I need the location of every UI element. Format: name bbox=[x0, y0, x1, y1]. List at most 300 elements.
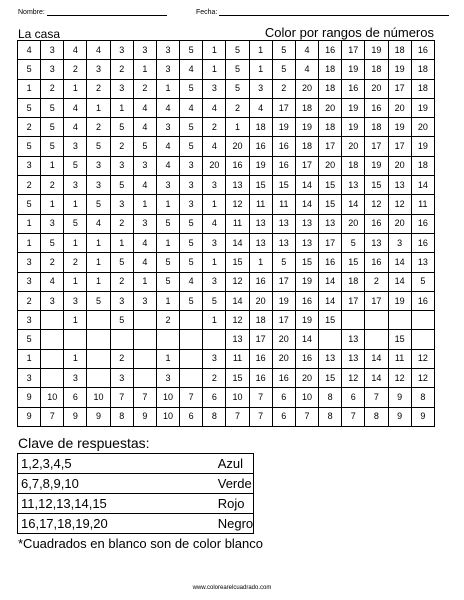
grid-cell[interactable] bbox=[41, 311, 64, 330]
grid-cell[interactable]: 5 bbox=[180, 79, 203, 98]
grid-cell[interactable]: 5 bbox=[180, 41, 203, 60]
grid-cell[interactable]: 10 bbox=[87, 388, 110, 407]
grid-cell[interactable]: 15 bbox=[226, 369, 249, 388]
grid-cell[interactable]: 4 bbox=[64, 41, 87, 60]
grid-cell[interactable]: 13 bbox=[388, 176, 411, 195]
grid-cell[interactable]: 20 bbox=[388, 156, 411, 175]
grid-cell[interactable]: 2 bbox=[203, 118, 226, 137]
grid-cell[interactable]: 17 bbox=[388, 137, 411, 156]
grid-cell[interactable] bbox=[87, 330, 110, 349]
grid-cell[interactable] bbox=[365, 311, 388, 330]
grid-cell[interactable]: 3 bbox=[87, 176, 110, 195]
grid-cell[interactable]: 18 bbox=[342, 156, 365, 175]
grid-cell[interactable] bbox=[87, 349, 110, 368]
grid-cell[interactable]: 5 bbox=[226, 60, 249, 79]
grid-cell[interactable]: 2 bbox=[41, 176, 64, 195]
grid-cell[interactable]: 1 bbox=[18, 79, 41, 98]
grid-cell[interactable]: 5 bbox=[18, 330, 41, 349]
grid-cell[interactable]: 5 bbox=[110, 176, 133, 195]
grid-cell[interactable]: 5 bbox=[87, 291, 110, 310]
grid-cell[interactable]: 2 bbox=[64, 253, 87, 272]
grid-cell[interactable]: 5 bbox=[110, 253, 133, 272]
grid-cell[interactable]: 5 bbox=[411, 272, 434, 291]
grid-cell[interactable]: 20 bbox=[295, 79, 318, 98]
grid-cell[interactable]: 3 bbox=[110, 195, 133, 214]
grid-cell[interactable]: 7 bbox=[133, 388, 156, 407]
grid-cell[interactable]: 5 bbox=[156, 253, 179, 272]
grid-cell[interactable]: 2 bbox=[156, 311, 179, 330]
grid-cell[interactable]: 5 bbox=[180, 233, 203, 252]
grid-cell[interactable]: 16 bbox=[319, 253, 342, 272]
grid-cell[interactable]: 12 bbox=[411, 349, 434, 368]
grid-cell[interactable]: 14 bbox=[388, 253, 411, 272]
grid-cell[interactable]: 9 bbox=[87, 407, 110, 426]
grid-cell[interactable]: 18 bbox=[319, 118, 342, 137]
grid-cell[interactable]: 3 bbox=[133, 41, 156, 60]
grid-cell[interactable]: 4 bbox=[41, 272, 64, 291]
grid-cell[interactable]: 19 bbox=[365, 156, 388, 175]
grid-cell[interactable]: 2 bbox=[203, 369, 226, 388]
grid-cell[interactable]: 19 bbox=[342, 118, 365, 137]
grid-cell[interactable]: 19 bbox=[411, 137, 434, 156]
grid-cell[interactable]: 5 bbox=[18, 195, 41, 214]
grid-cell[interactable]: 5 bbox=[272, 253, 295, 272]
grid-cell[interactable]: 4 bbox=[87, 41, 110, 60]
grid-cell[interactable]: 15 bbox=[249, 176, 272, 195]
grid-cell[interactable] bbox=[411, 330, 434, 349]
grid-cell[interactable]: 17 bbox=[272, 311, 295, 330]
grid-cell[interactable]: 1 bbox=[87, 253, 110, 272]
grid-cell[interactable]: 1 bbox=[249, 60, 272, 79]
grid-cell[interactable]: 1 bbox=[203, 41, 226, 60]
grid-cell[interactable]: 5 bbox=[41, 118, 64, 137]
grid-cell[interactable]: 1 bbox=[64, 233, 87, 252]
grid-cell[interactable]: 2 bbox=[133, 79, 156, 98]
grid-cell[interactable]: 18 bbox=[319, 79, 342, 98]
grid-cell[interactable]: 5 bbox=[133, 137, 156, 156]
grid-cell[interactable]: 19 bbox=[388, 291, 411, 310]
grid-cell[interactable]: 13 bbox=[365, 233, 388, 252]
grid-cell[interactable]: 3 bbox=[180, 195, 203, 214]
grid-cell[interactable]: 8 bbox=[110, 407, 133, 426]
grid-cell[interactable]: 1 bbox=[64, 195, 87, 214]
grid-cell[interactable]: 5 bbox=[226, 41, 249, 60]
grid-cell[interactable]: 7 bbox=[249, 388, 272, 407]
grid-cell[interactable]: 16 bbox=[272, 369, 295, 388]
grid-cell[interactable]: 15 bbox=[319, 369, 342, 388]
grid-cell[interactable]: 17 bbox=[319, 137, 342, 156]
grid-cell[interactable]: 8 bbox=[319, 407, 342, 426]
grid-cell[interactable]: 3 bbox=[133, 214, 156, 233]
grid-cell[interactable]: 10 bbox=[156, 388, 179, 407]
grid-cell[interactable]: 19 bbox=[388, 118, 411, 137]
grid-cell[interactable]: 4 bbox=[133, 118, 156, 137]
grid-cell[interactable]: 20 bbox=[411, 118, 434, 137]
grid-cell[interactable] bbox=[133, 349, 156, 368]
grid-cell[interactable]: 1 bbox=[249, 41, 272, 60]
grid-cell[interactable]: 19 bbox=[249, 156, 272, 175]
grid-cell[interactable]: 19 bbox=[295, 118, 318, 137]
grid-cell[interactable] bbox=[133, 369, 156, 388]
grid-cell[interactable]: 5 bbox=[180, 214, 203, 233]
grid-cell[interactable]: 2 bbox=[110, 272, 133, 291]
grid-cell[interactable]: 7 bbox=[295, 407, 318, 426]
grid-cell[interactable]: 10 bbox=[226, 388, 249, 407]
grid-cell[interactable]: 1 bbox=[249, 253, 272, 272]
grid-cell[interactable]: 3 bbox=[64, 291, 87, 310]
grid-cell[interactable]: 1 bbox=[203, 311, 226, 330]
grid-cell[interactable]: 15 bbox=[365, 176, 388, 195]
grid-cell[interactable]: 3 bbox=[110, 156, 133, 175]
grid-cell[interactable]: 19 bbox=[272, 291, 295, 310]
grid-cell[interactable]: 4 bbox=[156, 137, 179, 156]
grid-cell[interactable]: 1 bbox=[18, 349, 41, 368]
grid-cell[interactable]: 3 bbox=[203, 349, 226, 368]
grid-cell[interactable]: 18 bbox=[411, 60, 434, 79]
grid-cell[interactable] bbox=[388, 311, 411, 330]
grid-cell[interactable]: 19 bbox=[342, 60, 365, 79]
grid-cell[interactable]: 2 bbox=[365, 272, 388, 291]
grid-cell[interactable]: 20 bbox=[319, 156, 342, 175]
grid-cell[interactable]: 3 bbox=[156, 369, 179, 388]
grid-cell[interactable]: 13 bbox=[226, 176, 249, 195]
grid-cell[interactable]: 16 bbox=[226, 156, 249, 175]
grid-cell[interactable]: 4 bbox=[64, 118, 87, 137]
grid-cell[interactable]: 20 bbox=[388, 214, 411, 233]
grid-cell[interactable]: 4 bbox=[133, 98, 156, 117]
grid-cell[interactable]: 14 bbox=[295, 176, 318, 195]
grid-cell[interactable]: 16 bbox=[272, 156, 295, 175]
grid-cell[interactable]: 16 bbox=[365, 253, 388, 272]
grid-cell[interactable]: 15 bbox=[226, 253, 249, 272]
grid-cell[interactable]: 12 bbox=[388, 369, 411, 388]
grid-cell[interactable]: 16 bbox=[249, 369, 272, 388]
grid-cell[interactable]: 17 bbox=[365, 291, 388, 310]
grid-cell[interactable]: 11 bbox=[272, 195, 295, 214]
grid-cell[interactable]: 20 bbox=[272, 349, 295, 368]
grid-cell[interactable]: 3 bbox=[156, 118, 179, 137]
grid-cell[interactable]: 11 bbox=[226, 349, 249, 368]
grid-cell[interactable]: 9 bbox=[18, 407, 41, 426]
grid-cell[interactable]: 8 bbox=[411, 388, 434, 407]
grid-cell[interactable]: 11 bbox=[249, 195, 272, 214]
grid-cell[interactable]: 17 bbox=[388, 79, 411, 98]
grid-cell[interactable]: 4 bbox=[133, 253, 156, 272]
grid-cell[interactable]: 3 bbox=[110, 79, 133, 98]
grid-cell[interactable]: 4 bbox=[18, 41, 41, 60]
grid-cell[interactable]: 1 bbox=[156, 195, 179, 214]
grid-cell[interactable]: 11 bbox=[226, 214, 249, 233]
grid-cell[interactable]: 3 bbox=[133, 156, 156, 175]
grid-cell[interactable]: 4 bbox=[180, 60, 203, 79]
grid-cell[interactable]: 2 bbox=[18, 118, 41, 137]
grid-cell[interactable]: 6 bbox=[203, 388, 226, 407]
grid-cell[interactable]: 13 bbox=[342, 349, 365, 368]
grid-cell[interactable]: 3 bbox=[18, 369, 41, 388]
grid-cell[interactable]: 16 bbox=[342, 79, 365, 98]
grid-cell[interactable]: 1 bbox=[133, 272, 156, 291]
grid-cell[interactable]: 4 bbox=[295, 41, 318, 60]
grid-cell[interactable]: 5 bbox=[226, 79, 249, 98]
grid-cell[interactable]: 1 bbox=[41, 195, 64, 214]
grid-cell[interactable] bbox=[342, 311, 365, 330]
grid-cell[interactable] bbox=[156, 330, 179, 349]
grid-cell[interactable] bbox=[87, 311, 110, 330]
grid-cell[interactable] bbox=[180, 311, 203, 330]
grid-cell[interactable] bbox=[133, 330, 156, 349]
grid-cell[interactable]: 4 bbox=[203, 214, 226, 233]
date-line[interactable] bbox=[219, 7, 449, 16]
grid-cell[interactable]: 7 bbox=[41, 407, 64, 426]
grid-cell[interactable]: 1 bbox=[87, 98, 110, 117]
grid-cell[interactable]: 20 bbox=[342, 214, 365, 233]
grid-cell[interactable] bbox=[319, 330, 342, 349]
grid-cell[interactable]: 3 bbox=[203, 233, 226, 252]
date-field[interactable] bbox=[196, 7, 449, 16]
grid-cell[interactable]: 1 bbox=[41, 156, 64, 175]
grid-cell[interactable]: 13 bbox=[249, 233, 272, 252]
grid-cell[interactable]: 18 bbox=[365, 118, 388, 137]
grid-cell[interactable]: 4 bbox=[156, 98, 179, 117]
grid-cell[interactable]: 10 bbox=[295, 388, 318, 407]
grid-cell[interactable]: 9 bbox=[388, 407, 411, 426]
grid-cell[interactable]: 17 bbox=[272, 272, 295, 291]
grid-cell[interactable]: 3 bbox=[110, 41, 133, 60]
grid-cell[interactable]: 1 bbox=[133, 60, 156, 79]
grid-cell[interactable]: 16 bbox=[272, 137, 295, 156]
grid-cell[interactable]: 7 bbox=[110, 388, 133, 407]
grid-cell[interactable]: 16 bbox=[295, 349, 318, 368]
grid-cell[interactable]: 1 bbox=[87, 272, 110, 291]
grid-cell[interactable]: 1 bbox=[110, 233, 133, 252]
grid-cell[interactable]: 3 bbox=[41, 291, 64, 310]
grid-cell[interactable]: 3 bbox=[18, 253, 41, 272]
grid-cell[interactable]: 3 bbox=[87, 60, 110, 79]
grid-cell[interactable]: 7 bbox=[342, 407, 365, 426]
grid-cell[interactable]: 14 bbox=[365, 369, 388, 388]
grid-cell[interactable]: 3 bbox=[64, 176, 87, 195]
grid-cell[interactable]: 13 bbox=[319, 349, 342, 368]
grid-cell[interactable]: 12 bbox=[226, 311, 249, 330]
grid-cell[interactable]: 4 bbox=[180, 98, 203, 117]
grid-cell[interactable]: 4 bbox=[203, 137, 226, 156]
grid-cell[interactable]: 16 bbox=[365, 98, 388, 117]
grid-cell[interactable]: 3 bbox=[87, 156, 110, 175]
grid-cell[interactable]: 5 bbox=[156, 214, 179, 233]
grid-cell[interactable]: 5 bbox=[41, 233, 64, 252]
grid-cell[interactable]: 3 bbox=[203, 79, 226, 98]
grid-cell[interactable] bbox=[180, 330, 203, 349]
grid-cell[interactable]: 7 bbox=[249, 407, 272, 426]
grid-cell[interactable]: 20 bbox=[226, 137, 249, 156]
grid-cell[interactable]: 6 bbox=[272, 388, 295, 407]
grid-cell[interactable]: 14 bbox=[365, 349, 388, 368]
grid-cell[interactable]: 2 bbox=[110, 349, 133, 368]
grid-cell[interactable]: 5 bbox=[41, 137, 64, 156]
grid-cell[interactable]: 8 bbox=[319, 388, 342, 407]
grid-cell[interactable]: 4 bbox=[133, 176, 156, 195]
grid-cell[interactable]: 4 bbox=[87, 214, 110, 233]
grid-cell[interactable]: 5 bbox=[64, 214, 87, 233]
grid-cell[interactable]: 1 bbox=[203, 253, 226, 272]
grid-cell[interactable]: 12 bbox=[388, 195, 411, 214]
grid-cell[interactable]: 3 bbox=[41, 60, 64, 79]
grid-cell[interactable]: 5 bbox=[41, 98, 64, 117]
grid-cell[interactable]: 1 bbox=[156, 349, 179, 368]
grid-cell[interactable]: 5 bbox=[203, 291, 226, 310]
grid-cell[interactable]: 16 bbox=[249, 137, 272, 156]
grid-cell[interactable]: 1 bbox=[64, 349, 87, 368]
grid-cell[interactable]: 3 bbox=[203, 176, 226, 195]
grid-cell[interactable]: 2 bbox=[18, 176, 41, 195]
grid-cell[interactable]: 15 bbox=[319, 311, 342, 330]
grid-cell[interactable]: 3 bbox=[180, 156, 203, 175]
name-field[interactable] bbox=[18, 7, 167, 16]
grid-cell[interactable]: 1 bbox=[18, 214, 41, 233]
grid-cell[interactable]: 14 bbox=[226, 291, 249, 310]
grid-cell[interactable]: 3 bbox=[18, 156, 41, 175]
grid-cell[interactable]: 5 bbox=[180, 253, 203, 272]
grid-cell[interactable]: 14 bbox=[295, 330, 318, 349]
grid-cell[interactable]: 1 bbox=[64, 311, 87, 330]
grid-cell[interactable]: 14 bbox=[342, 195, 365, 214]
grid-cell[interactable]: 1 bbox=[87, 233, 110, 252]
grid-cell[interactable]: 3 bbox=[156, 60, 179, 79]
grid-cell[interactable]: 19 bbox=[388, 60, 411, 79]
grid-cell[interactable]: 5 bbox=[272, 41, 295, 60]
grid-cell[interactable]: 13 bbox=[295, 233, 318, 252]
grid-cell[interactable]: 16 bbox=[411, 41, 434, 60]
grid-cell[interactable]: 3 bbox=[18, 272, 41, 291]
grid-cell[interactable]: 20 bbox=[272, 330, 295, 349]
grid-cell[interactable]: 5 bbox=[87, 137, 110, 156]
grid-cell[interactable]: 2 bbox=[87, 118, 110, 137]
grid-cell[interactable]: 3 bbox=[110, 369, 133, 388]
grid-cell[interactable]: 18 bbox=[295, 98, 318, 117]
grid-cell[interactable]: 1 bbox=[110, 98, 133, 117]
grid-cell[interactable]: 5 bbox=[18, 137, 41, 156]
grid-cell[interactable]: 2 bbox=[41, 253, 64, 272]
grid-cell[interactable]: 19 bbox=[365, 41, 388, 60]
grid-cell[interactable]: 20 bbox=[388, 98, 411, 117]
grid-cell[interactable]: 7 bbox=[180, 388, 203, 407]
grid-cell[interactable]: 4 bbox=[180, 272, 203, 291]
grid-cell[interactable]: 1 bbox=[18, 233, 41, 252]
grid-cell[interactable]: 1 bbox=[226, 118, 249, 137]
grid-cell[interactable]: 5 bbox=[87, 195, 110, 214]
grid-cell[interactable]: 5 bbox=[18, 98, 41, 117]
grid-cell[interactable]: 12 bbox=[226, 272, 249, 291]
grid-cell[interactable]: 5 bbox=[342, 233, 365, 252]
grid-cell[interactable]: 16 bbox=[249, 272, 272, 291]
grid-cell[interactable]: 5 bbox=[110, 118, 133, 137]
grid-cell[interactable]: 5 bbox=[180, 118, 203, 137]
grid-cell[interactable]: 5 bbox=[180, 291, 203, 310]
grid-cell[interactable]: 3 bbox=[18, 311, 41, 330]
grid-cell[interactable]: 17 bbox=[249, 330, 272, 349]
grid-cell[interactable]: 12 bbox=[411, 369, 434, 388]
grid-cell[interactable] bbox=[411, 311, 434, 330]
grid-cell[interactable]: 18 bbox=[249, 118, 272, 137]
grid-cell[interactable]: 5 bbox=[156, 272, 179, 291]
grid-cell[interactable]: 18 bbox=[411, 156, 434, 175]
grid-cell[interactable]: 5 bbox=[110, 311, 133, 330]
grid-cell[interactable]: 8 bbox=[365, 407, 388, 426]
grid-cell[interactable]: 16 bbox=[411, 233, 434, 252]
grid-cell[interactable] bbox=[41, 369, 64, 388]
grid-cell[interactable]: 3 bbox=[156, 176, 179, 195]
grid-cell[interactable]: 12 bbox=[342, 369, 365, 388]
grid-cell[interactable]: 17 bbox=[342, 41, 365, 60]
grid-cell[interactable]: 20 bbox=[342, 137, 365, 156]
grid-cell[interactable]: 11 bbox=[411, 195, 434, 214]
grid-cell[interactable]: 4 bbox=[133, 233, 156, 252]
grid-cell[interactable]: 6 bbox=[272, 407, 295, 426]
grid-cell[interactable] bbox=[41, 349, 64, 368]
grid-cell[interactable]: 13 bbox=[319, 214, 342, 233]
grid-cell[interactable]: 12 bbox=[226, 195, 249, 214]
grid-cell[interactable]: 16 bbox=[411, 291, 434, 310]
grid-cell[interactable]: 17 bbox=[365, 137, 388, 156]
grid-cell[interactable]: 17 bbox=[319, 233, 342, 252]
grid-cell[interactable]: 5 bbox=[272, 60, 295, 79]
grid-cell[interactable]: 19 bbox=[411, 98, 434, 117]
grid-cell[interactable]: 6 bbox=[342, 388, 365, 407]
grid-cell[interactable]: 14 bbox=[295, 195, 318, 214]
grid-cell[interactable]: 2 bbox=[87, 79, 110, 98]
grid-cell[interactable]: 19 bbox=[295, 311, 318, 330]
grid-cell[interactable]: 3 bbox=[133, 291, 156, 310]
grid-cell[interactable] bbox=[365, 330, 388, 349]
grid-cell[interactable]: 1 bbox=[203, 60, 226, 79]
grid-cell[interactable]: 3 bbox=[180, 176, 203, 195]
grid-cell[interactable]: 1 bbox=[203, 195, 226, 214]
grid-cell[interactable]: 13 bbox=[249, 214, 272, 233]
grid-cell[interactable]: 16 bbox=[365, 214, 388, 233]
grid-cell[interactable] bbox=[133, 311, 156, 330]
grid-cell[interactable]: 18 bbox=[365, 60, 388, 79]
grid-cell[interactable]: 19 bbox=[342, 98, 365, 117]
grid-cell[interactable]: 3 bbox=[203, 272, 226, 291]
grid-cell[interactable] bbox=[110, 330, 133, 349]
grid-cell[interactable]: 20 bbox=[365, 79, 388, 98]
grid-cell[interactable]: 9 bbox=[388, 388, 411, 407]
grid-cell[interactable]: 18 bbox=[342, 272, 365, 291]
grid-cell[interactable]: 2 bbox=[110, 137, 133, 156]
grid-cell[interactable]: 3 bbox=[156, 41, 179, 60]
grid-cell[interactable]: 5 bbox=[180, 137, 203, 156]
grid-cell[interactable]: 2 bbox=[41, 79, 64, 98]
grid-cell[interactable]: 1 bbox=[133, 195, 156, 214]
grid-cell[interactable] bbox=[203, 330, 226, 349]
grid-cell[interactable] bbox=[41, 330, 64, 349]
grid-cell[interactable]: 14 bbox=[319, 291, 342, 310]
grid-cell[interactable]: 20 bbox=[319, 98, 342, 117]
grid-cell[interactable]: 18 bbox=[411, 79, 434, 98]
grid-cell[interactable]: 16 bbox=[411, 214, 434, 233]
grid-cell[interactable]: 2 bbox=[64, 60, 87, 79]
grid-cell[interactable] bbox=[64, 330, 87, 349]
grid-cell[interactable] bbox=[180, 349, 203, 368]
grid-cell[interactable]: 20 bbox=[203, 156, 226, 175]
grid-cell[interactable]: 20 bbox=[249, 291, 272, 310]
grid-cell[interactable]: 13 bbox=[226, 330, 249, 349]
grid-cell[interactable]: 16 bbox=[249, 349, 272, 368]
grid-cell[interactable]: 17 bbox=[295, 156, 318, 175]
grid-cell[interactable]: 10 bbox=[156, 407, 179, 426]
grid-cell[interactable]: 13 bbox=[295, 214, 318, 233]
grid-cell[interactable]: 4 bbox=[295, 60, 318, 79]
